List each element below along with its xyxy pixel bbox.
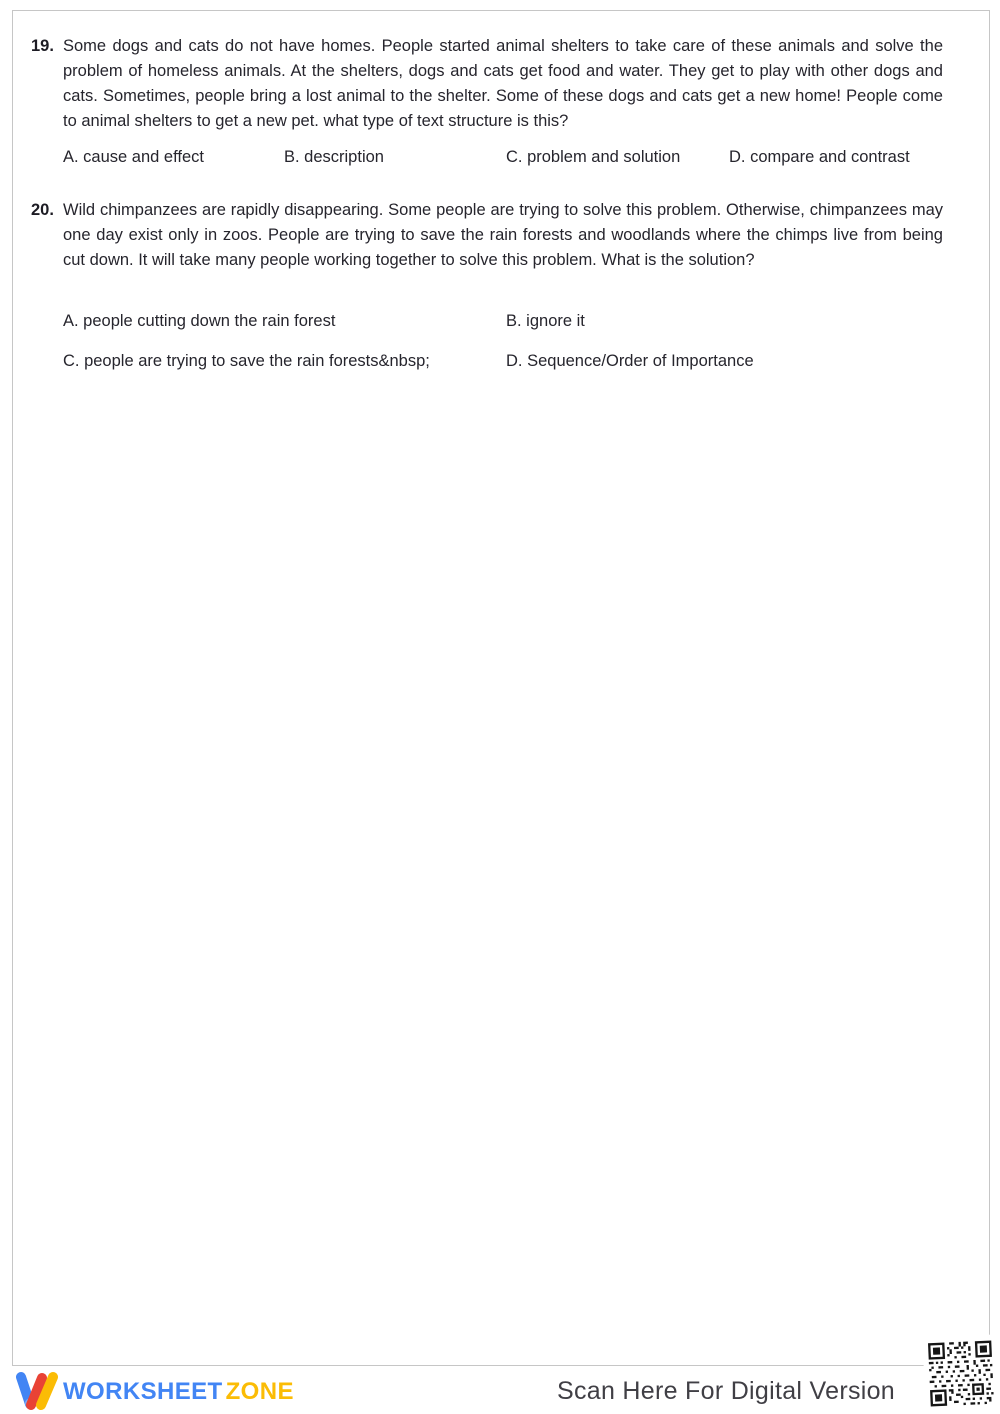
qr-code: [922, 1334, 999, 1412]
answer-option-c: C. problem and solution: [506, 148, 681, 166]
question-number: 19.: [31, 37, 54, 55]
question-number: 20.: [31, 201, 54, 219]
answer-option-a: A. people cutting down the rain forest: [63, 312, 336, 330]
answer-option-a: A. cause and effect: [63, 148, 204, 166]
answer-option-b: B. description: [284, 148, 384, 166]
brand-name-worksheet: WORKSHEET: [63, 1378, 223, 1405]
question-text: Wild chimpanzees are rapidly disappearing. Some people are trying to solve this problem. Otherwise, chimpanzees may one day exist only in zoos. People are trying to save the rain forests and woodlands where the chimps live from being cut down. It will take many people working together to solve this problem. What is the solution?: [63, 201, 943, 269]
answer-option-d: D. Sequence/Order of Importance: [506, 352, 754, 370]
brand-name-zone: ZONE: [225, 1378, 294, 1405]
worksheet-zone-logo-icon: [13, 1369, 61, 1414]
scan-here-text: Scan Here For Digital Version: [557, 1377, 896, 1405]
answer-option-d: D. compare and contrast: [729, 148, 910, 166]
content-border: [12, 10, 990, 1366]
answer-option-c: C. people are trying to save the rain forests&nbsp;: [63, 352, 430, 370]
question-20-options-row-1: [63, 311, 975, 333]
question-text: Some dogs and cats do not have homes. People started animal shelters to take care of these animals and solve the problem of homeless animals. At the shelters, dogs and cats get food and water. They get to play with other dogs and cats. Sometimes, people bring a lost animal to the shelter. Some of these dogs and cats get a new home! People come to animal shelters to get a new pet. what type of text structure is this?: [63, 37, 943, 130]
question-19-options: [63, 147, 975, 169]
question-19: [31, 34, 943, 134]
question-20-options-row-2: [63, 351, 975, 373]
brand-name: [63, 1378, 294, 1406]
answer-option-b: B. ignore it: [506, 312, 585, 330]
question-20: [31, 198, 943, 273]
